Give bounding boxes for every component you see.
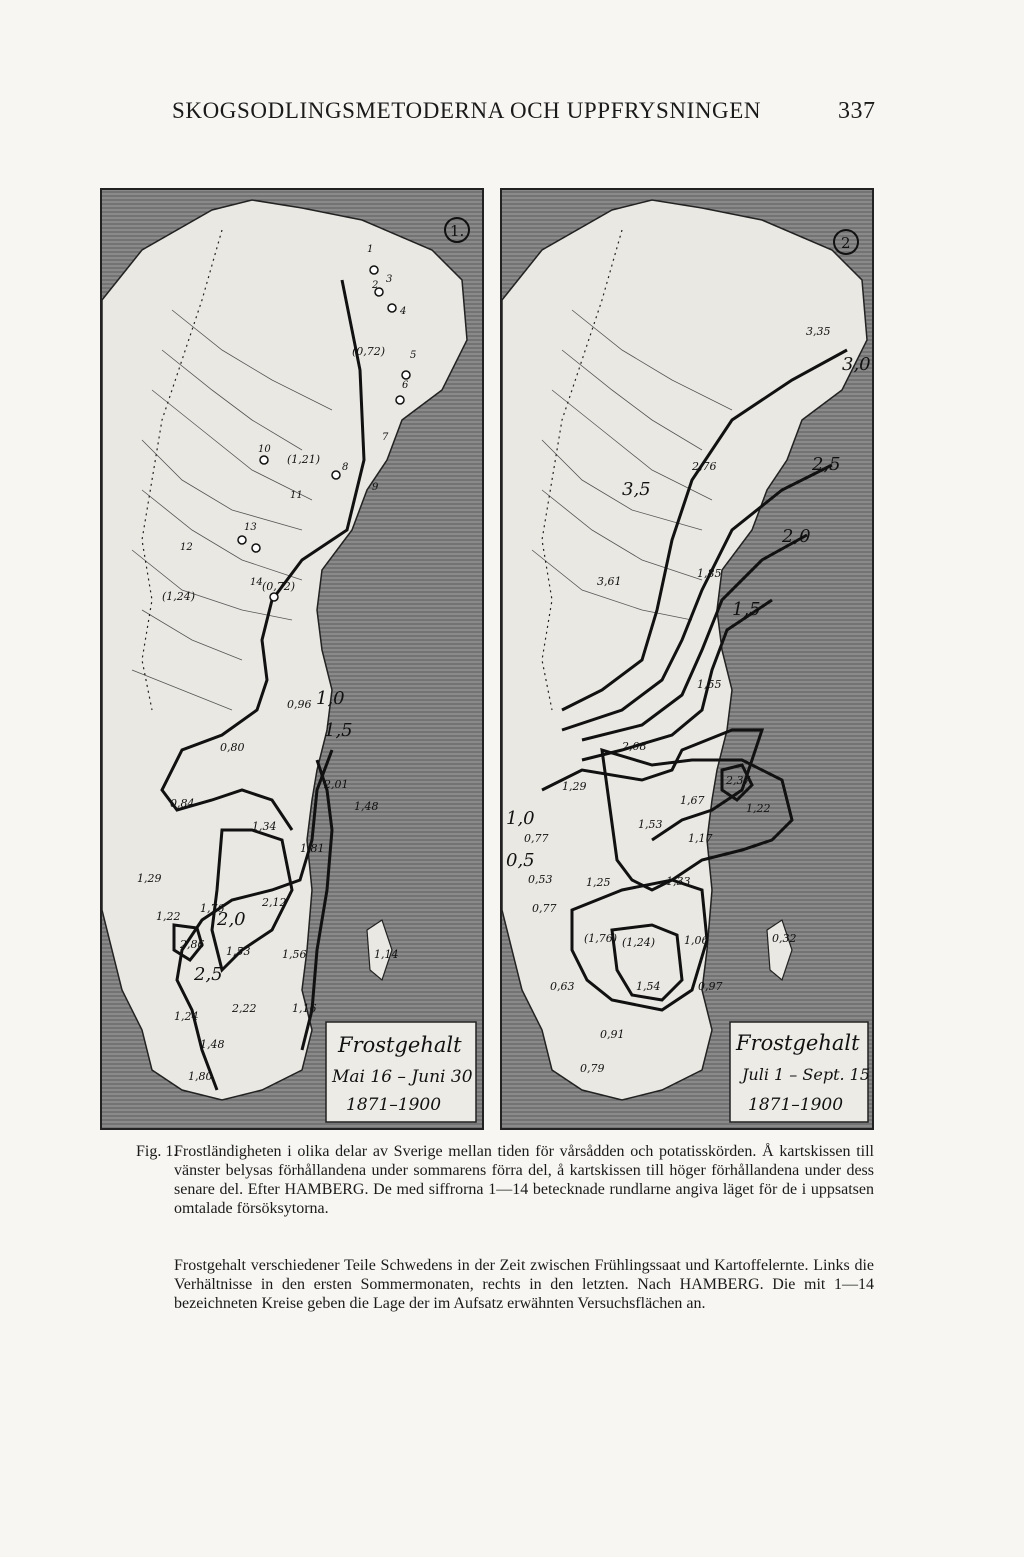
caption-german: Frostgehalt verschiedener Teile Schwedens in der Zeit zwischen Frühlingssaat und Kartoffelernte. Links die Verhältnisse in den ersten Sommermonaten, rechts in den letzten. Nach HAMBERG. Die mit 1—14 bezeichneten Kreise geben die Lage der im Aufsatz erwähnten Versuchsflächen an. — [174, 1257, 874, 1312]
site-number: 7 — [382, 432, 389, 443]
station-value: 1,67 — [680, 794, 705, 807]
station-value: 1,22 — [156, 910, 181, 923]
station-value: 1,06 — [684, 934, 709, 947]
station-value: 1,48 — [354, 800, 379, 813]
station-value: 3,61 — [597, 575, 622, 588]
station-value: (0,72) — [352, 345, 386, 358]
legend-period: Mai 16 – Juni 30 — [332, 1067, 473, 1087]
station-value: 2,22 — [232, 1002, 257, 1015]
station-value: 1,54 — [636, 980, 661, 993]
station-value: 1,81 — [300, 842, 325, 855]
station-value: 0,53 — [528, 873, 553, 886]
station-value: 0,96 — [287, 698, 312, 711]
isoline-label: 2,0 — [217, 909, 246, 930]
map-early-summer — [100, 188, 484, 1130]
station-value: 3,35 — [806, 325, 831, 338]
station-value: 0,80 — [220, 741, 245, 754]
station-value: (1,24) — [162, 590, 196, 603]
station-value: 2,86 — [180, 938, 205, 951]
station-value: 2,08 — [622, 740, 647, 753]
station-value: 0,32 — [772, 932, 797, 945]
site-number: 9 — [372, 482, 379, 493]
site-number: 3 — [386, 274, 393, 285]
station-value: 1,80 — [188, 1070, 213, 1083]
station-value: 1,29 — [562, 780, 587, 793]
station-value: 0,84 — [170, 797, 195, 810]
map2-svg — [502, 190, 872, 1128]
isoline-label: 1,0 — [506, 808, 535, 829]
isoline-label: 2,5 — [194, 964, 223, 985]
site-number: 8 — [342, 462, 349, 473]
station-value: 1,14 — [374, 948, 399, 961]
site-number: 11 — [290, 490, 303, 501]
station-value: 1,56 — [282, 948, 307, 961]
legend-period: Juli 1 – Sept. 15 — [742, 1065, 871, 1084]
isoline-label: 1,5 — [732, 599, 761, 620]
station-value: 0,63 — [550, 980, 575, 993]
map1-svg — [102, 190, 482, 1128]
station-value: 1,16 — [292, 1002, 317, 1015]
station-value: 1,33 — [666, 875, 691, 888]
station-value: 0,77 — [524, 832, 549, 845]
isoline-label: 1,5 — [324, 720, 353, 741]
station-value: (0,72) — [262, 580, 296, 593]
figure-label: Fig. 1. — [136, 1143, 178, 1160]
isoline-label: 1,0 — [316, 688, 345, 709]
station-value: 1,53 — [226, 945, 251, 958]
legend-title: Frostgehalt — [736, 1031, 860, 1055]
station-value: 1,29 — [137, 872, 162, 885]
panel-number: 1. — [450, 222, 465, 240]
page-header — [0, 98, 1024, 138]
station-value: 1,17 — [688, 832, 713, 845]
legend-years: 1871–1900 — [748, 1095, 844, 1115]
station-value: 1,76 — [200, 902, 225, 915]
station-value: (1,21) — [287, 453, 321, 466]
station-value: 0,77 — [532, 902, 557, 915]
site-number: 6 — [402, 380, 409, 391]
site-number: 14 — [250, 577, 263, 588]
isoline-label: 3,5 — [622, 479, 651, 500]
station-value: 2,37 — [726, 774, 751, 787]
station-value: (1,76) — [584, 932, 618, 945]
site-number: 4 — [400, 306, 407, 317]
station-value: 1,22 — [746, 802, 771, 815]
station-value: 1,48 — [200, 1038, 225, 1051]
station-value: (1,24) — [622, 936, 656, 949]
station-value: 1,24 — [174, 1010, 199, 1023]
site-number: 12 — [180, 542, 193, 553]
station-value: 0,97 — [698, 980, 723, 993]
running-title: SKOGSODLINGSMETODERNA OCH UPPFRYSNINGEN — [172, 98, 762, 123]
legend-title: Frostgehalt — [338, 1033, 462, 1057]
site-number: 2 — [372, 280, 379, 291]
isoline-label: 3,0 — [842, 354, 871, 375]
legend-years: 1871–1900 — [346, 1095, 442, 1115]
caption-swedish: Frostländigheten i olika delar av Sverige mellan tiden för vårsådden och potatisskörden. Å kartskissen till vänster belysas förhållandena under sommarens förra del, å kartskissen till höger förhållandena under dess senare del. Efter HAMBERG. De med siffrorna 1—14 betecknade rundlarne angiva läget för de i uppsatsen omtalade försöksytorna. — [174, 1143, 874, 1217]
site-number: 1 — [367, 244, 374, 255]
station-value: 1,25 — [586, 876, 611, 889]
panel-number: 2 — [841, 234, 851, 252]
station-value: 2,76 — [692, 460, 717, 473]
site-number: 5 — [410, 350, 417, 361]
station-value: 1,55 — [697, 678, 722, 691]
figure-maps — [96, 188, 880, 1128]
isoline-label: 2,5 — [812, 454, 841, 475]
site-number: 10 — [258, 444, 271, 455]
station-value: 2,12 — [262, 896, 287, 909]
station-value: 1,34 — [252, 820, 277, 833]
isoline-label: 0,5 — [506, 850, 535, 871]
station-value: 1,53 — [638, 818, 663, 831]
map-late-summer — [500, 188, 874, 1130]
station-value: 0,91 — [600, 1028, 625, 1041]
site-number: 13 — [244, 522, 257, 533]
station-value: 2,01 — [324, 778, 349, 791]
page-number: 337 — [838, 98, 876, 124]
isoline-label: 2,0 — [782, 526, 811, 547]
station-value: 1,85 — [697, 567, 722, 580]
station-value: 0,79 — [580, 1062, 605, 1075]
